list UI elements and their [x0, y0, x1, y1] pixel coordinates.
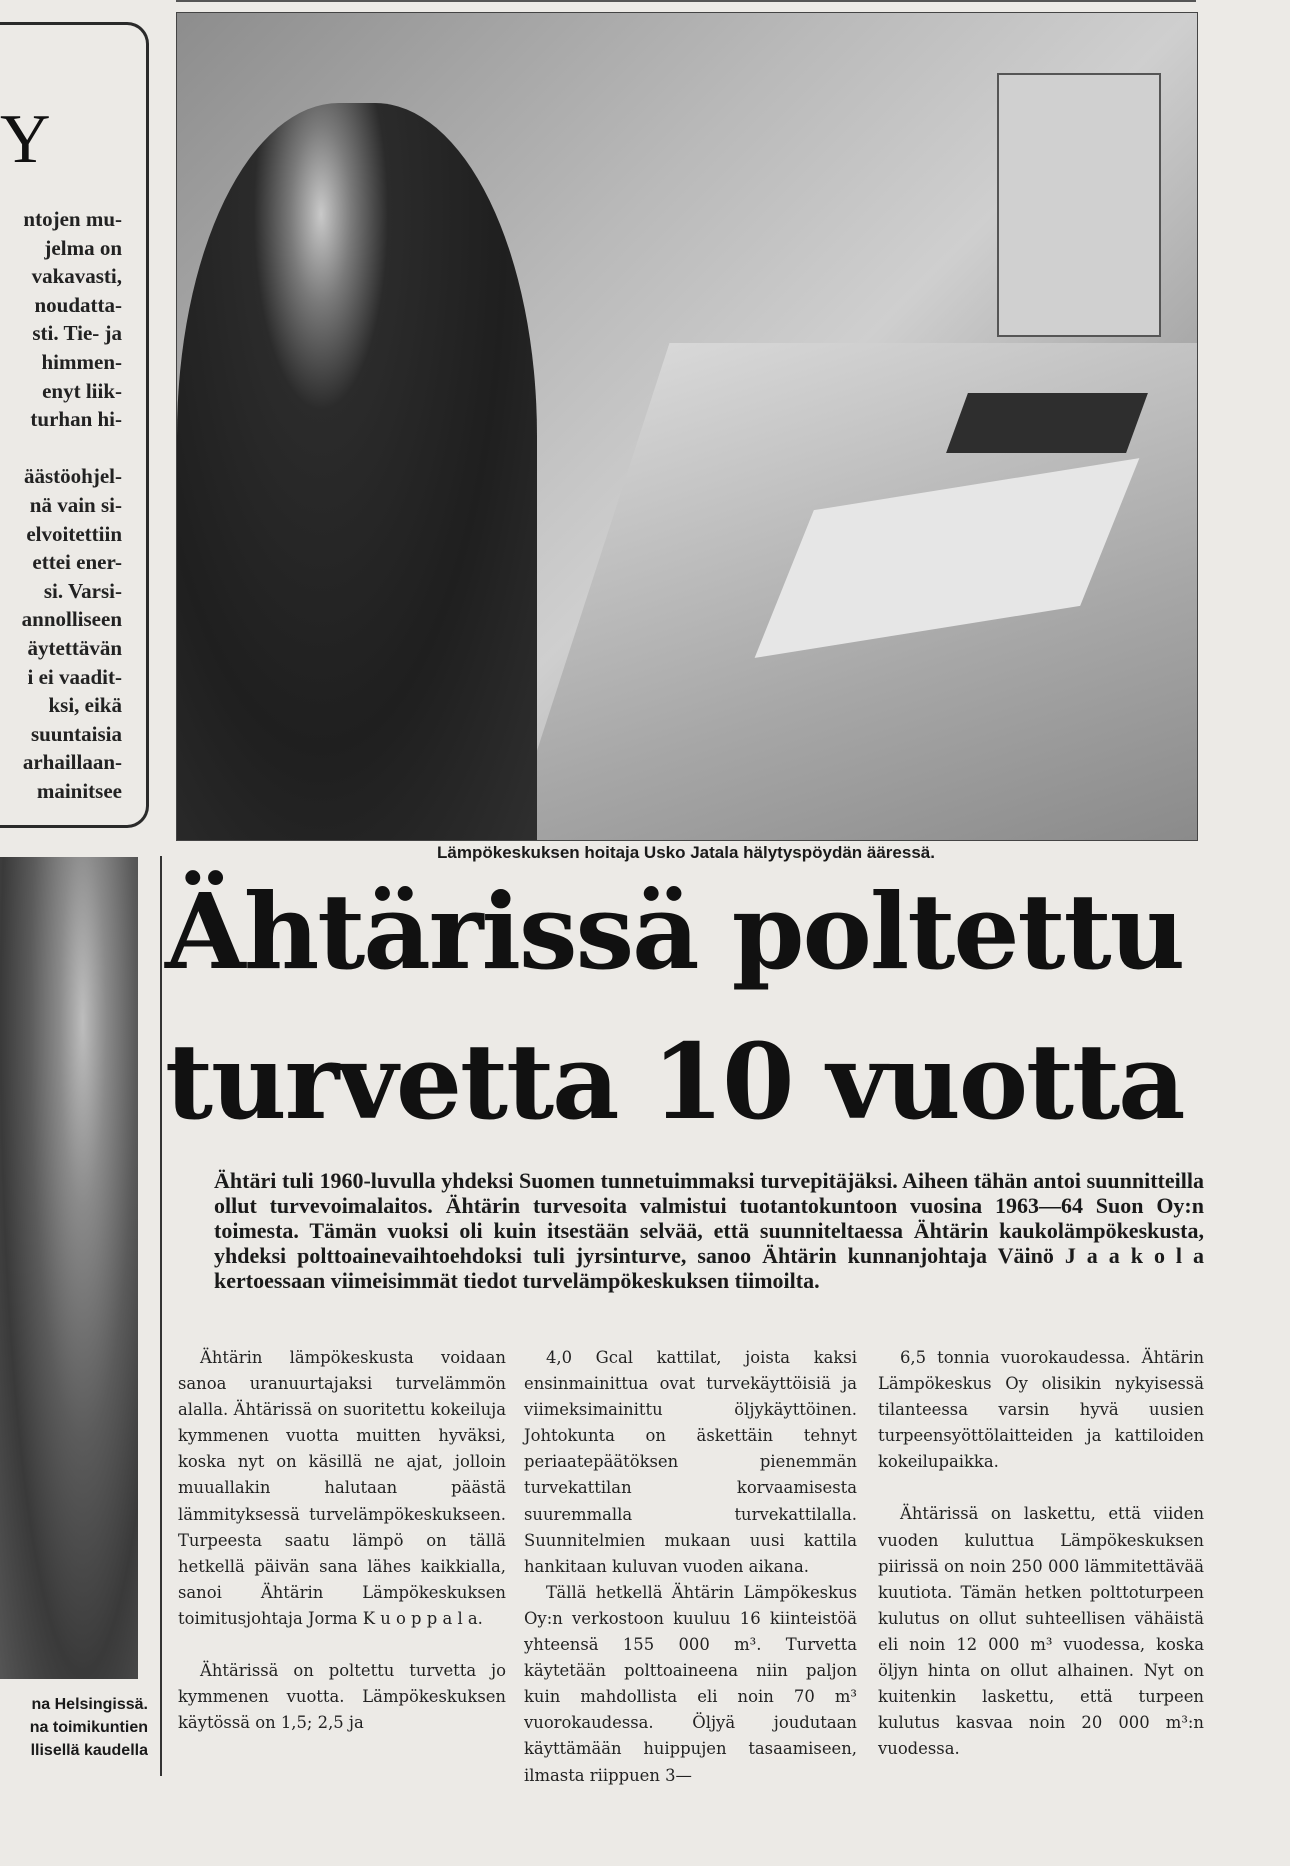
body-column-3: [878, 1345, 1204, 1762]
left-caption-line: llisellä kaudella: [30, 1742, 148, 1759]
body-paragraph: Tällä hetkellä Ähtärin Lämpökeskus Oy:n verkostoon kuuluu 16 kiinteistöä yhteensä 155 000 m³. Turvetta käytetään polttoaineena niin paljon kuin mahdollista eli noin 70 m³ vuorokaudessa. Öljyä joudutaan käyttämään huippujen tasaamiseen, ilmasta riippuen 3—: [524, 1582, 857, 1785]
left-article-line: noudatta-: [34, 292, 122, 317]
article-photo: [176, 12, 1198, 841]
left-article-text: [0, 205, 122, 805]
headline-line-1: Ähtärissä poltettu: [165, 870, 1184, 993]
left-article-line: i ei vaadit-: [27, 664, 122, 689]
column-divider: [160, 856, 162, 1776]
left-article-line: arhaillaan-: [22, 750, 122, 775]
left-photo-caption: [0, 1693, 148, 1762]
left-caption-line: na Helsingissä.: [31, 1696, 148, 1713]
left-article-line: sti. Tie- ja: [32, 321, 122, 346]
photo-alarm-console: [946, 393, 1148, 453]
left-article-line: vakavasti,: [31, 264, 122, 289]
left-article-line: ettei ener-: [32, 550, 122, 575]
left-article-line: jelma on: [44, 235, 122, 260]
left-article-line: suuntaisia: [30, 721, 122, 746]
body-paragraph: Ähtärissä on poltettu turvetta jo kymmenen vuotta. Lämpökeskuksen käytössä on 1,5; 2,5 ja: [178, 1661, 506, 1733]
left-article-line: mainitsee: [36, 778, 122, 803]
headline-line-2: turvetta 10 vuotta: [165, 1020, 1184, 1143]
body-paragraph: 4,0 Gcal kattilat, joista kaksi ensinmainittua ovat turvekäyttöisiä ja viimeksimainittu öljykäyttöinen. Johtokunta on äskettäin tehnyt periaatepäätöksen pienemmän turvekattilan korvaamisesta suuremmalla turvekattilalla. Suunnitelmien mukaan uusi kattila hankitaan kuluvan vuoden aikana.: [524, 1348, 857, 1576]
left-article-line: äästöohjel-: [24, 464, 122, 489]
top-rule: [176, 0, 1196, 2]
left-article-line: enyt liik-: [42, 378, 122, 403]
body-column-2: [524, 1345, 857, 1789]
left-article-line: elvoitettiin: [26, 521, 122, 546]
left-caption-line: na toimikuntien: [29, 1719, 148, 1736]
body-paragraph: Ähtärissä on laskettu, että viiden vuoden kuluttua Lämpökeskuksen piirissä on noin 250 000 lämmitettävää kuutiota. Tämän hetken polttoturpeen kulutus on ollut suhteellisen vähäistä eli noin 12 000 m³ vuodessa, koska öljyn hinta on ollut alhainen. Nyt on kuitenkin laskettu, että turpeen kulutus kasvaa noin 20 000 m³:n vuodessa.: [878, 1504, 1204, 1759]
left-article-line: turhan hi-: [30, 407, 122, 432]
body-column-1: [178, 1345, 506, 1736]
left-article-line: himmen-: [41, 349, 122, 374]
left-article-line: [0, 434, 122, 463]
left-article-line: äytettävän: [27, 635, 122, 660]
body-paragraph: Ähtärin lämpökeskusta voidaan sanoa uranuurtajaksi turvelämmön alalla. Ähtärissä on suoritettu kokeiluja kymmenen vuotta muitten hyväksi, koska nyt on käsillä ne ajat, jolloin muuallakin halutaan päästä lämmityksessä turvelämpökeskukseen. Turpeesta saatu lämpö on tällä hetkellä päivän sana lähes kaikkialla, sanoi Ähtärin Lämpökeskuksen toimitusjohtaja Jorma K u o p p a l a.: [178, 1348, 506, 1628]
left-article-line: si. Varsi-: [43, 578, 122, 603]
photo-wall-panel: [997, 73, 1161, 337]
left-article-line: ksi, eikä: [48, 693, 122, 718]
left-article-line: ntojen mu-: [23, 207, 122, 231]
left-article-line: annolliseen: [21, 607, 122, 632]
photo-caption: Lämpökeskuksen hoitaja Usko Jatala hälytyspöydän ääressä.: [437, 843, 935, 862]
body-paragraph: 6,5 tonnia vuorokaudessa. Ähtärin Lämpökeskus Oy olisikin nykyisessä tilanteessa varsin hyvä uusien turpeensyöttölaitteiden ja kattiloiden kokeilupaikka.: [878, 1348, 1204, 1472]
photo-man-on-phone: [177, 103, 537, 841]
left-article-heading-fragment: Y: [0, 101, 51, 178]
left-photo: [0, 857, 138, 1679]
left-article-line: nä vain si-: [29, 492, 122, 517]
lead-paragraph: Ähtäri tuli 1960-luvulla yhdeksi Suomen tunnetuimmaksi turvepitäjäksi. Aiheen tähän antoi suunnitteilla ollut turvevoimalaitos. Ähtärin turvesoita valmistui tuotantokuntoon vuosina 1963—64 Suon Oy:n toimesta. Tämän vuoksi oli kuin itsestään selvää, että suunniteltaessa Ähtärin kaukolämpökeskusta, yhdeksi polttoainevaihtoehdoksi tuli jyrsinturve, sanoo Ähtärin kunnanjohtaja Väinö J a a k o l a kertoessaan viimeisimmät tiedot turvelämpökeskuksen tiimoilta.: [214, 1168, 1204, 1293]
